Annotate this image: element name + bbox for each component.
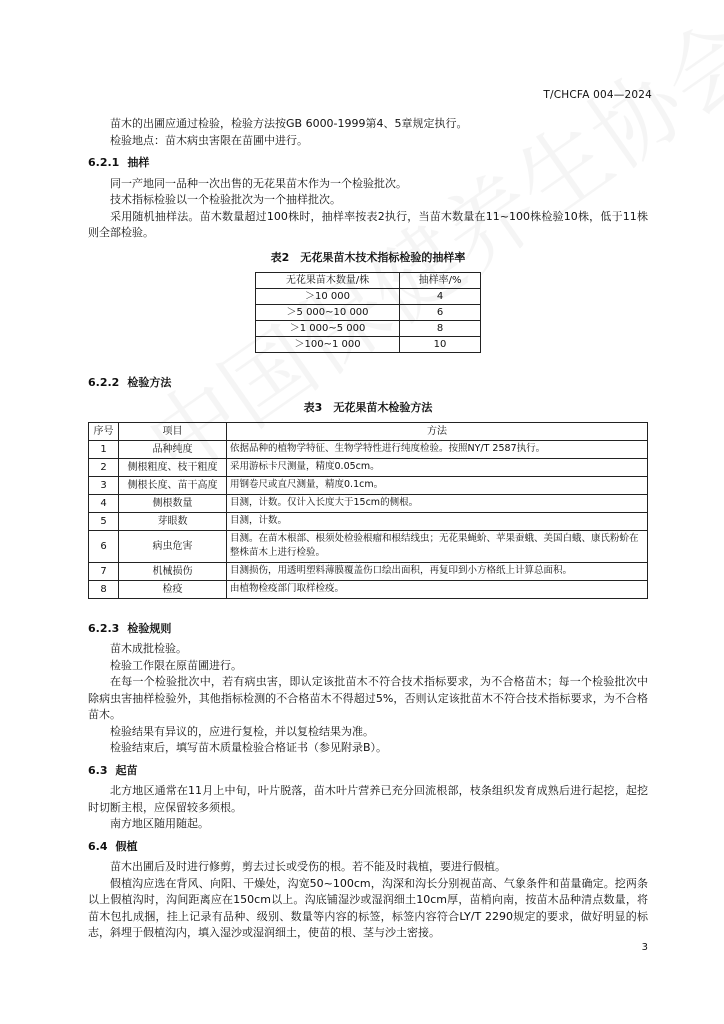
table-2-caption: 表2 无花果苗木技术指标检验的抽样率	[270, 250, 466, 264]
paragraph: 采用随机抽样法。苗木数量超过100株时，抽样率按表2执行，当苗木数量在11~100株检验10株，低于11株则全部检验。	[88, 209, 648, 239]
table-header-row	[89, 423, 648, 441]
table-cell: 6	[400, 305, 481, 321]
column-header: 抽样率/%	[400, 273, 481, 289]
table-cell: 检疫	[119, 580, 227, 598]
paragraph: 北方地区通常在11月上中旬，叶片脱落，苗木叶片营养已充分回流根部，枝条组织发育成熟后进行起挖，起挖时切断主根，应保留较多须根。	[88, 784, 648, 814]
table-row	[256, 305, 481, 321]
paragraph: 检验地点：苗木病虫害限在苗圃中进行。	[110, 133, 308, 147]
paragraph: 苗木的出圃应通过检验，检验方法按GB 6000-1999第4、5章规定执行。	[110, 117, 468, 130]
table-cell: 侧根长度、苗干高度	[119, 477, 227, 495]
paragraph: 苗木出圃后及时进行修剪，剪去过长或受伤的根。若不能及时栽植，要进行假植。	[110, 860, 506, 873]
paragraph: 南方地区随用随起。	[110, 817, 209, 830]
table-cell: 8	[89, 580, 119, 598]
table-cell: ＞5 000~10 000	[256, 305, 400, 321]
table-cell: 侧根数量	[119, 495, 227, 513]
table-cell: 目测损伤，用透明塑料薄膜覆盖伤口绘出面积，再复印到小方格纸上计算总面积。	[227, 562, 648, 580]
table-cell: 侧根粗度、枝干粗度	[119, 459, 227, 477]
table-cell: 采用游标卡尺测量，精度0.05cm。	[227, 459, 648, 477]
section-title: 起苗	[115, 763, 138, 777]
paragraph: 同一产地同一品种一次出售的无花果苗木作为一个检验批次。	[110, 176, 407, 190]
column-header: 无花果苗木数量/株	[256, 273, 400, 289]
table-cell: ＞10 000	[256, 289, 400, 305]
section-heading-6-2-2	[88, 375, 648, 392]
table-row	[89, 580, 648, 598]
section-number: 6.2.2	[88, 376, 120, 389]
table-header-row	[256, 273, 481, 289]
document-number: T/CHCFA 004—2024	[543, 89, 652, 101]
table-row	[256, 289, 481, 305]
table-cell: 1	[89, 441, 119, 459]
table-cell: 用钢卷尺或直尺测量，精度0.1cm。	[227, 477, 648, 495]
section-number: 6.4	[88, 839, 108, 853]
table-cell: 机械损伤	[119, 562, 227, 580]
table-cell: 2	[89, 459, 119, 477]
table-row	[89, 562, 648, 580]
column-header: 序号	[89, 423, 119, 441]
table-cell: 5	[89, 513, 119, 531]
section-number: 6.3	[88, 763, 108, 777]
table-cell: 由植物检疫部门取样检疫。	[227, 580, 648, 598]
table-row	[89, 495, 648, 513]
table-cell: ＞1 000~5 000	[256, 321, 400, 337]
table-row	[89, 513, 648, 531]
table-cell: 病虫危害	[119, 531, 227, 563]
section-heading-6-2-1	[88, 155, 648, 172]
table-row	[89, 441, 648, 459]
table-cell: 目测，计数。	[227, 513, 648, 531]
table-cell: 4	[89, 495, 119, 513]
table-3	[88, 422, 648, 599]
section-title: 检验规则	[127, 621, 172, 635]
table-cell: 品种纯度	[119, 441, 227, 459]
page-content	[88, 116, 648, 942]
table-cell: 10	[400, 337, 481, 353]
table-row	[256, 321, 481, 337]
section-number: 6.2.1	[88, 156, 120, 169]
table-cell: 8	[400, 321, 481, 337]
section-title: 检验方法	[127, 376, 172, 389]
page-number: 3	[641, 942, 648, 953]
table-row	[89, 459, 648, 477]
table-row	[256, 337, 481, 353]
paragraph: 检验结果有异议的，应进行复检，并以复检结果为准。	[110, 724, 374, 738]
paragraph: 在每一个检验批次中，若有病虫害，即认定该批苗木不符合技术指标要求，为不合格苗木；每一个检验批次中除病虫害抽样检验外，其他指标检测的不合格苗木不得超过5%，否则认定该批苗木不符合技术指标要求，为不合格苗木。	[88, 675, 648, 721]
table-cell: 芽眼数	[119, 513, 227, 531]
section-title: 抽样	[127, 156, 150, 169]
table-cell: 目测。在苗木根部、根须处检验根瘤和根结线虫；无花果蝇蚧、苹果蚕蛾、美国白蛾、康氏粉蚧在整株苗木上进行检验。	[227, 531, 648, 563]
paragraph: 假植沟应选在背风、向阳、干燥处，沟宽50~100cm，沟深和沟长分别视苗高、气象条件和苗量确定。挖两条以上假植沟时，沟间距离应在150cm以上。沟底铺湿沙或湿润细土10cm厚，苗梢向南，按苗木品种清点数量，将苗木包扎成捆，挂上记录有品种、级别、数量等内容的标签，标签内容符合LY/T 2290规定的要求，做好明显的标志，斜埋于假植沟内，填入湿沙或湿润细土，使苗的根、茎与沙土密接。	[88, 876, 648, 939]
table-cell: 7	[89, 562, 119, 580]
paragraph: 技术指标检验以一个检验批次为一个抽样批次。	[110, 193, 341, 206]
table-cell: 3	[89, 477, 119, 495]
table-cell: 目测，计数。仅计入长度大于15cm的侧根。	[227, 495, 648, 513]
column-header: 项目	[119, 423, 227, 441]
section-heading-6-2-3	[88, 621, 648, 638]
section-number: 6.2.3	[88, 621, 120, 635]
table-cell: ＞100~1 000	[256, 337, 400, 353]
table-2	[255, 272, 481, 353]
table-cell: 6	[89, 531, 119, 563]
section-title: 假植	[115, 839, 138, 853]
column-header: 方法	[227, 423, 648, 441]
table-cell: 依据品种的植物学特征、生物学特性进行纯度检验。按照NY/T 2587执行。	[227, 441, 648, 459]
table-3-caption: 表3 无花果苗木检验方法	[303, 400, 433, 414]
table-cell: 4	[400, 289, 481, 305]
paragraph: 检验结束后，填写苗木质量检验合格证书（参见附录B）。	[110, 741, 388, 754]
section-heading-6-4	[88, 839, 648, 856]
paragraph: 检验工作限在原苗圃进行。	[110, 658, 242, 672]
section-heading-6-3	[88, 763, 648, 780]
paragraph: 苗木成批检验。	[110, 642, 187, 655]
table-row	[89, 531, 648, 563]
table-row	[89, 477, 648, 495]
